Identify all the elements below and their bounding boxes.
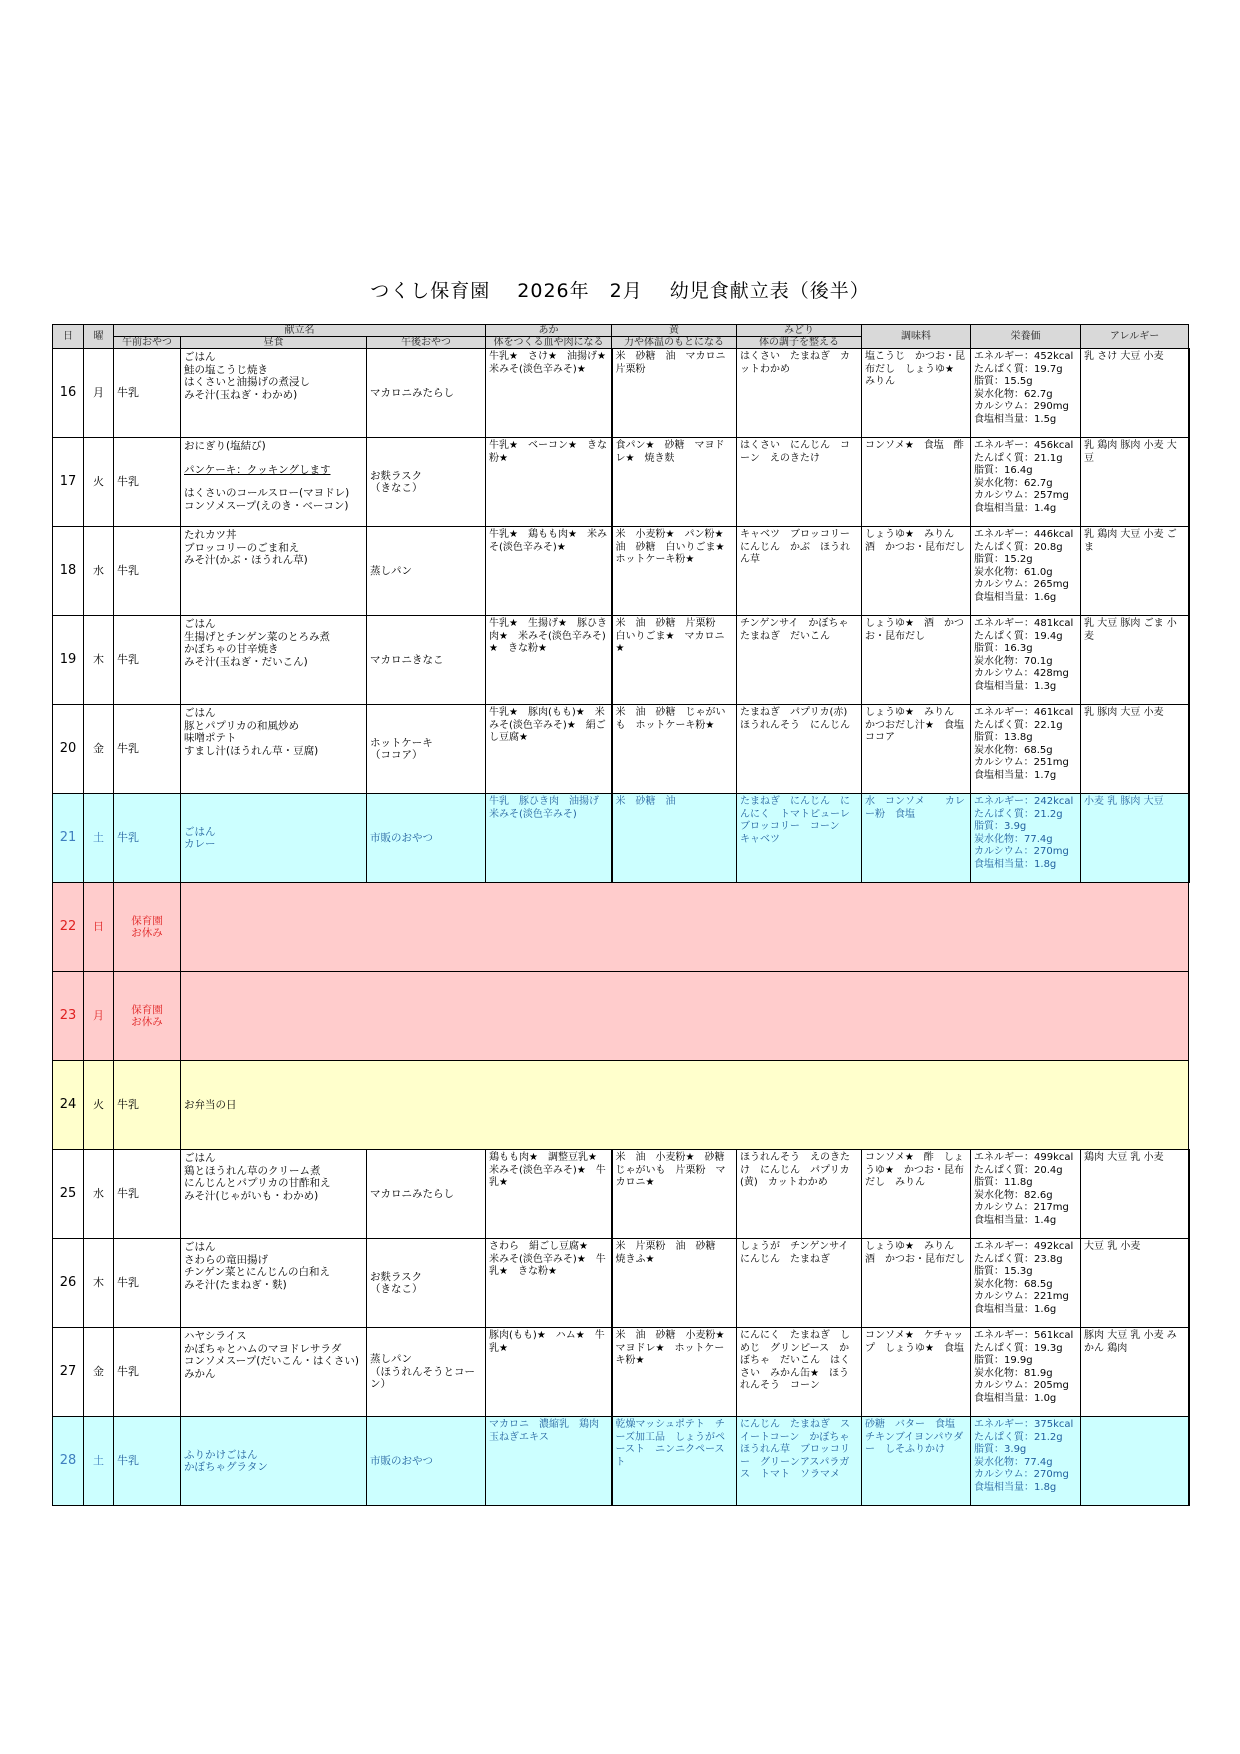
pm-snack: お麩ラスク （きなこ） xyxy=(367,1239,486,1328)
header-green-group: みどり xyxy=(737,325,862,337)
closed-row-fill xyxy=(181,972,1189,1061)
green-group-foods: たまねぎ パプリカ(赤) ほうれんそう にんじん xyxy=(737,705,862,794)
nutrition-line: 脂質：16.3g xyxy=(974,643,1033,654)
red-group-foods: 牛乳★ さけ★ 油揚げ★ 米みそ(淡色辛みそ)★ xyxy=(486,349,612,438)
lunch-item: 味噌ポテト xyxy=(184,732,237,744)
day-of-week: 木 xyxy=(84,616,114,705)
day-number: 28 xyxy=(53,1417,84,1506)
allergy-list: 乳 さけ 大豆 小麦 xyxy=(1081,349,1189,438)
header-red-sub: 体をつくる血や肉になる xyxy=(486,337,612,349)
green-group-foods: チンゲンサイ かぼちゃ たまねぎ だいこん xyxy=(737,616,862,705)
am-snack: 牛乳 xyxy=(114,1150,181,1239)
day-number: 16 xyxy=(53,349,84,438)
red-group-foods: 牛乳★ 生揚げ★ 豚ひき肉★ 米みそ(淡色辛みそ)★ きな粉★ xyxy=(486,616,612,705)
nutrition-values xyxy=(971,527,1081,616)
yellow-group-foods: 米 油 砂糖 小麦粉★ マヨドレ★ ホットケーキ粉★ xyxy=(612,1328,737,1417)
lunch-item: かぼちゃの甘辛焼き xyxy=(184,643,279,655)
nutrition-line: 炭水化物：68.5g xyxy=(974,744,1053,756)
allergy-list: 豚肉 大豆 乳 小麦 みかん 鶏肉 xyxy=(1081,1328,1189,1417)
nutrition-line: カルシウム：221mg xyxy=(974,1291,1069,1302)
day-number: 21 xyxy=(53,794,84,883)
pm-snack: 蒸しパン xyxy=(367,527,486,616)
header-dow: 曜 xyxy=(84,325,114,349)
nutrition-line: 炭水化物：61.0g xyxy=(974,566,1053,578)
nutrition-line: カルシウム：428mg xyxy=(974,668,1069,679)
lunch-item: コンソメスープ(えのき・ベーコン) xyxy=(184,499,349,512)
nutrition-line: カルシウム：270mg xyxy=(974,846,1069,857)
allergy-list: 大豆 乳 小麦 xyxy=(1081,1239,1189,1328)
seasonings: 塩こうじ かつお・昆布だし しょうゆ★ みりん xyxy=(862,349,971,438)
day-of-week: 火 xyxy=(84,1061,114,1150)
pm-snack: ホットケーキ （ココア） xyxy=(367,705,486,794)
lunch-item: みそ汁(じゃがいも・わかめ) xyxy=(184,1189,319,1202)
nutrition-line: カルシウム：265mg xyxy=(974,579,1069,590)
nutrition-line: 炭水化物：62.7g xyxy=(974,477,1053,489)
lunch-menu xyxy=(181,794,367,883)
lunch-item: ごはん xyxy=(184,1152,216,1164)
nutrition-line: カルシウム：205mg xyxy=(974,1380,1069,1391)
green-group-foods: しょうが チンゲンサイ にんじん たまねぎ xyxy=(737,1239,862,1328)
header-day: 日 xyxy=(53,325,84,349)
nutrition-line: たんぱく質：19.4g xyxy=(974,630,1063,642)
lunch-item: コンソメスープ(だいこん・はくさい) xyxy=(184,1355,359,1367)
pm-snack: マカロニみたらし xyxy=(367,349,486,438)
header-nutrition: 栄養価 xyxy=(971,325,1081,349)
nutrition-line: 食塩相当量：1.4g xyxy=(974,502,1057,514)
closed-notice: 保育園 お休み xyxy=(114,972,181,1061)
nutrition-line: 脂質：3.9g xyxy=(974,821,1027,832)
am-snack: 牛乳 xyxy=(114,1328,181,1417)
lunch-menu xyxy=(181,1239,367,1328)
nutrition-line: 脂質：3.9g xyxy=(974,1444,1027,1455)
yellow-group-foods: 食パン★ 砂糖 マヨドレ★ 焼き麩 xyxy=(612,438,737,527)
nutrition-line: たんぱく質：20.8g xyxy=(974,541,1063,553)
nutrition-line: エネルギー：446kcal xyxy=(974,529,1074,540)
nutrition-values xyxy=(971,349,1081,438)
day-number: 17 xyxy=(53,438,84,527)
day-number: 24 xyxy=(53,1061,84,1150)
nutrition-values xyxy=(971,1150,1081,1239)
day-number: 19 xyxy=(53,616,84,705)
red-group-foods: 牛乳★ 豚肉(もも)★ 米みそ(淡色辛みそ)★ 絹ごし豆腐★ xyxy=(486,705,612,794)
nutrition-line: 脂質：11.8g xyxy=(974,1177,1033,1188)
red-group-foods: 豚肉(もも)★ ハム★ 牛乳★ xyxy=(486,1328,612,1417)
header-yellow-group: 黄 xyxy=(612,325,737,337)
pm-snack: お麩ラスク （きなこ） xyxy=(367,438,486,527)
allergy-list xyxy=(1081,1417,1189,1506)
nutrition-values xyxy=(971,438,1081,527)
lunch-gap xyxy=(184,453,363,464)
seasonings: しょうゆ★ みりん 酒 かつお・昆布だし xyxy=(862,527,971,616)
red-group-foods: 鶏もも肉★ 調整豆乳★ 米みそ(淡色辛みそ)★ 牛乳★ xyxy=(486,1150,612,1239)
pm-snack: 蒸しパン （ほうれんそうとコーン） xyxy=(367,1328,486,1417)
lunch-item: はくさいと油揚げの煮浸し xyxy=(184,376,310,388)
table-row xyxy=(53,349,1189,438)
header-yellow-sub: 力や体温のもとになる xyxy=(612,337,737,349)
nutrition-line: たんぱく質：21.1g xyxy=(974,452,1063,464)
day-number: 25 xyxy=(53,1150,84,1239)
lunch-menu xyxy=(181,349,367,438)
table-row xyxy=(53,1061,1189,1150)
am-snack: 牛乳 xyxy=(114,1417,181,1506)
table-row xyxy=(53,794,1189,883)
lunch-item: ごはん xyxy=(184,707,216,719)
day-number: 27 xyxy=(53,1328,84,1417)
lunch-item: すまし汁(ほうれん草・豆腐) xyxy=(184,744,319,757)
nutrition-line: たんぱく質：23.8g xyxy=(974,1253,1063,1265)
day-of-week: 火 xyxy=(84,438,114,527)
nutrition-line: カルシウム：290mg xyxy=(974,401,1069,412)
day-number: 22 xyxy=(53,883,84,972)
yellow-group-foods: 米 油 砂糖 じゃがいも ホットケーキ粉★ xyxy=(612,705,737,794)
lunch-menu xyxy=(181,438,367,527)
lunch-item: みそ汁(玉ねぎ・だいこん) xyxy=(184,655,308,668)
nutrition-line: エネルギー：452kcal xyxy=(974,351,1074,362)
allergy-list: 乳 鶏肉 豚肉 小麦 大豆 xyxy=(1081,438,1189,527)
nutrition-line: 食塩相当量：1.8g xyxy=(974,858,1057,870)
nutrition-line: エネルギー：481kcal xyxy=(974,618,1074,629)
table-header xyxy=(53,325,1189,349)
day-of-week: 月 xyxy=(84,349,114,438)
day-number: 23 xyxy=(53,972,84,1061)
header-red-group: あか xyxy=(486,325,612,337)
lunch-item: みそ汁(かぶ・ほうれん草) xyxy=(184,554,308,566)
red-group-foods: 牛乳★ ベーコン★ きな粉★ xyxy=(486,438,612,527)
lunch-item: ごはん xyxy=(184,1241,216,1253)
nutrition-line: 炭水化物：81.9g xyxy=(974,1367,1053,1379)
green-group-foods: キャベツ ブロッコリー にんじん かぶ ほうれん草 xyxy=(737,527,862,616)
nutrition-values xyxy=(971,616,1081,705)
lunch-item: かぼちゃグラタン xyxy=(184,1461,268,1473)
day-number: 18 xyxy=(53,527,84,616)
nutrition-line: 炭水化物：77.4g xyxy=(974,1456,1053,1468)
am-snack: 牛乳 xyxy=(114,349,181,438)
lunch-item: 鮭の塩こうじ焼き xyxy=(184,363,268,376)
day-number: 20 xyxy=(53,705,84,794)
nutrition-line: エネルギー：375kcal xyxy=(974,1419,1074,1430)
seasonings: コンソメ★ 酢 しょうゆ★ かつお・昆布だし みりん xyxy=(862,1150,971,1239)
nutrition-line: 食塩相当量：1.3g xyxy=(974,680,1057,692)
seasonings: 水 コンソメ カレー粉 食塩 xyxy=(862,794,971,883)
green-group-foods: たまねぎ にんじん にんにく トマトピューレ ブロッコリー コーン キャベツ xyxy=(737,794,862,883)
nutrition-line: 食塩相当量：1.5g xyxy=(974,413,1057,425)
nutrition-line: エネルギー：242kcal xyxy=(974,796,1074,807)
day-of-week: 水 xyxy=(84,527,114,616)
day-of-week: 金 xyxy=(84,705,114,794)
allergy-list: 乳 鶏肉 大豆 小麦 ごま xyxy=(1081,527,1189,616)
lunch-menu xyxy=(181,1417,367,1506)
day-of-week: 日 xyxy=(84,883,114,972)
am-snack: 牛乳 xyxy=(114,705,181,794)
nutrition-line: 炭水化物：70.1g xyxy=(974,655,1053,667)
red-group-foods: さわら 絹ごし豆腐★ 米みそ(淡色辛みそ)★ 牛乳★ きな粉★ xyxy=(486,1239,612,1328)
table-body xyxy=(53,349,1189,1506)
nutrition-line: 食塩相当量：1.6g xyxy=(974,591,1057,603)
lunch-item: 鶏とほうれん草のクリーム煮 xyxy=(184,1164,321,1177)
nutrition-values xyxy=(971,1417,1081,1506)
closed-row-fill xyxy=(181,883,1189,972)
nutrition-values xyxy=(971,705,1081,794)
lunch-menu xyxy=(181,1328,367,1417)
nutrition-line: カルシウム：217mg xyxy=(974,1202,1069,1213)
table-row xyxy=(53,972,1189,1061)
lunch-menu xyxy=(181,616,367,705)
nutrition-line: 脂質：16.4g xyxy=(974,465,1033,476)
header-seasoning: 調味料 xyxy=(862,325,971,349)
nutrition-line: たんぱく質：22.1g xyxy=(974,719,1063,731)
seasonings: コンソメ★ ケチャップ しょうゆ★ 食塩 xyxy=(862,1328,971,1417)
am-snack: 牛乳 xyxy=(114,438,181,527)
yellow-group-foods: 米 油 砂糖 片栗粉 白いりごま★ マカロニ★ xyxy=(612,616,737,705)
day-of-week: 月 xyxy=(84,972,114,1061)
nutrition-line: 食塩相当量：1.7g xyxy=(974,769,1057,781)
header-green-sub: 体の調子を整える xyxy=(737,337,862,349)
lunch-item: パンケーキ：クッキングします xyxy=(184,463,331,476)
seasonings: しょうゆ★ みりん 酒 かつお・昆布だし xyxy=(862,1239,971,1328)
nutrition-line: 炭水化物：62.7g xyxy=(974,388,1053,400)
nutrition-line: 炭水化物：77.4g xyxy=(974,833,1053,845)
nutrition-line: 炭水化物：68.5g xyxy=(974,1278,1053,1290)
nutrition-line: 脂質：13.8g xyxy=(974,732,1033,743)
nutrition-line: カルシウム：257mg xyxy=(974,490,1069,501)
allergy-list: 小麦 乳 豚肉 大豆 xyxy=(1081,794,1189,883)
am-snack: 牛乳 xyxy=(114,527,181,616)
pm-snack: 市販のおやつ xyxy=(367,1417,486,1506)
lunch-item: ブロッコリーのごま和え xyxy=(184,541,300,554)
nutrition-line: たんぱく質：20.4g xyxy=(974,1164,1063,1176)
allergy-list: 乳 豚肉 大豆 小麦 xyxy=(1081,705,1189,794)
lunch-item: かぼちゃとハムのマヨドレサラダ xyxy=(184,1342,342,1355)
nutrition-values xyxy=(971,794,1081,883)
table-row xyxy=(53,527,1189,616)
nutrition-values xyxy=(971,1328,1081,1417)
nutrition-line: エネルギー：499kcal xyxy=(974,1152,1074,1163)
nutrition-line: たんぱく質：21.2g xyxy=(974,1431,1063,1443)
nutrition-line: 脂質：19.9g xyxy=(974,1355,1033,1366)
lunch-menu xyxy=(181,1150,367,1239)
lunch-item: カレー xyxy=(184,838,216,850)
lunch-item: はくさいのコールスロー(マヨドレ) xyxy=(184,487,350,499)
nutrition-line: エネルギー：461kcal xyxy=(974,707,1074,718)
nutrition-line: 脂質：15.3g xyxy=(974,1266,1033,1277)
lunch-item: ハヤシライス xyxy=(184,1330,247,1342)
seasonings: しょうゆ★ 酒 かつお・昆布だし xyxy=(862,616,971,705)
nutrition-line: 脂質：15.2g xyxy=(974,554,1033,565)
nutrition-line: エネルギー：456kcal xyxy=(974,440,1074,451)
table-row xyxy=(53,438,1189,527)
green-group-foods: はくさい たまねぎ カットわかめ xyxy=(737,349,862,438)
day-number: 26 xyxy=(53,1239,84,1328)
lunch-item: ふりかけごはん xyxy=(184,1448,258,1461)
lunch-item: にんじんとパプリカの甘酢和え xyxy=(184,1177,331,1189)
am-snack: 牛乳 xyxy=(114,616,181,705)
table-row xyxy=(53,883,1189,972)
header-am-snack: 午前おやつ xyxy=(114,337,181,349)
am-snack: 牛乳 xyxy=(114,1239,181,1328)
nutrition-line: 食塩相当量：1.6g xyxy=(974,1303,1057,1315)
yellow-group-foods: 米 砂糖 油 マカロニ 片栗粉 xyxy=(612,349,737,438)
nutrition-line: エネルギー：561kcal xyxy=(974,1330,1074,1341)
green-group-foods: ほうれんそう えのきたけ にんじん パプリカ(黄) カットわかめ xyxy=(737,1150,862,1239)
day-of-week: 土 xyxy=(84,1417,114,1506)
yellow-group-foods: 米 油 小麦粉★ 砂糖 じゃがいも 片栗粉 マカロニ★ xyxy=(612,1150,737,1239)
table-row xyxy=(53,616,1189,705)
green-group-foods: にんにく たまねぎ しめじ グリンピース かぼちゃ だいこん はくさい みかん缶★ ほうれんそう コーン xyxy=(737,1328,862,1417)
lunch-item: ごはん xyxy=(184,351,216,363)
header-pm-snack: 午後おやつ xyxy=(367,337,486,349)
nutrition-line: たんぱく質：19.3g xyxy=(974,1342,1063,1354)
am-snack: 牛乳 xyxy=(114,1061,181,1150)
nutrition-line: カルシウム：270mg xyxy=(974,1469,1069,1480)
lunch-item: 生揚げとチンゲン菜のとろみ煮 xyxy=(184,630,331,643)
day-of-week: 金 xyxy=(84,1328,114,1417)
allergy-list: 鶏肉 大豆 乳 小麦 xyxy=(1081,1150,1189,1239)
pm-snack: マカロニきなこ xyxy=(367,616,486,705)
lunch-item: チンゲン菜とにんじんの白和え xyxy=(184,1266,331,1278)
day-of-week: 水 xyxy=(84,1150,114,1239)
table-row xyxy=(53,1150,1189,1239)
nutrition-line: たんぱく質：19.7g xyxy=(974,363,1063,375)
red-group-foods: 牛乳 豚ひき肉 油揚げ 米みそ(淡色辛みそ) xyxy=(486,794,612,883)
yellow-group-foods: 米 砂糖 油 xyxy=(612,794,737,883)
day-of-week: 木 xyxy=(84,1239,114,1328)
nutrition-line: 炭水化物：82.6g xyxy=(974,1189,1053,1201)
page-title: つくし保育園 2026年 2月 幼児食献立表（後半） xyxy=(370,280,870,302)
seasonings: 砂糖 バター 食塩 チキンブイヨンパウダー しそふりかけ xyxy=(862,1417,971,1506)
yellow-group-foods: 米 片栗粉 油 砂糖 焼きふ★ xyxy=(612,1239,737,1328)
seasonings: しょうゆ★ みりん かつおだし汁★ 食塩 ココア xyxy=(862,705,971,794)
seasonings: コンソメ★ 食塩 酢 xyxy=(862,438,971,527)
green-group-foods: にんじん たまねぎ スイートコーン かぼちゃ ほうれん草 ブロッコリー グリーンアスパラガス トマト ソラマメ xyxy=(737,1417,862,1506)
lunch-item: みかん xyxy=(184,1367,216,1380)
lunch-item: さわらの竜田揚げ xyxy=(184,1253,268,1266)
table-row xyxy=(53,1417,1189,1506)
nutrition-line: エネルギー：492kcal xyxy=(974,1241,1074,1252)
lunch-item: みそ汁(たまねぎ・麩) xyxy=(184,1278,287,1291)
lunch-item: ごはん xyxy=(184,618,216,630)
am-snack: 牛乳 xyxy=(114,794,181,883)
header-lunch: 昼食 xyxy=(181,337,367,349)
closed-notice: 保育園 お休み xyxy=(114,883,181,972)
lunch-item: おにぎり(塩結び) xyxy=(184,440,266,452)
yellow-group-foods: 米 小麦粉★ パン粉★ 油 砂糖 白いりごま★ ホットケーキ粉★ xyxy=(612,527,737,616)
pm-snack: 市販のおやつ xyxy=(367,794,486,883)
menu-table xyxy=(52,324,1190,1506)
lunch-item: 豚とパプリカの和風炒め xyxy=(184,719,299,732)
lunch-item: たれカツ丼 xyxy=(184,529,237,541)
day-of-week: 土 xyxy=(84,794,114,883)
lunch-menu xyxy=(181,705,367,794)
lunch-gap xyxy=(184,476,363,487)
lunch-menu xyxy=(181,527,367,616)
pm-snack: マカロニみたらし xyxy=(367,1150,486,1239)
nutrition-line: 食塩相当量：1.0g xyxy=(974,1392,1057,1404)
table-row xyxy=(53,1239,1189,1328)
green-group-foods: はくさい にんじん コーン えのきたけ xyxy=(737,438,862,527)
red-group-foods: 牛乳★ 鶏もも肉★ 米みそ(淡色辛みそ)★ xyxy=(486,527,612,616)
allergy-list: 乳 大豆 豚肉 ごま 小麦 xyxy=(1081,616,1189,705)
nutrition-line: 食塩相当量：1.8g xyxy=(974,1481,1057,1493)
lunch-item: ごはん xyxy=(184,825,216,838)
header-allergy: アレルギー xyxy=(1081,325,1189,349)
yellow-group-foods: 乾燥マッシュポテト チーズ加工品 しょうがペースト ニンニクペースト xyxy=(612,1417,737,1506)
lunch-item: みそ汁(玉ねぎ・わかめ) xyxy=(184,388,298,401)
nutrition-line: たんぱく質：21.2g xyxy=(974,808,1063,820)
bento-day-note: お弁当の日 xyxy=(181,1061,1189,1150)
table-row xyxy=(53,705,1189,794)
header-menu-group: 献立名 xyxy=(114,325,486,337)
nutrition-values xyxy=(971,1239,1081,1328)
table-row xyxy=(53,1328,1189,1417)
nutrition-line: 食塩相当量：1.4g xyxy=(974,1214,1057,1226)
red-group-foods: マカロニ 濃縮乳 鶏肉 玉ねぎエキス xyxy=(486,1417,612,1506)
nutrition-line: カルシウム：251mg xyxy=(974,757,1069,768)
nutrition-line: 脂質：15.5g xyxy=(974,376,1033,387)
